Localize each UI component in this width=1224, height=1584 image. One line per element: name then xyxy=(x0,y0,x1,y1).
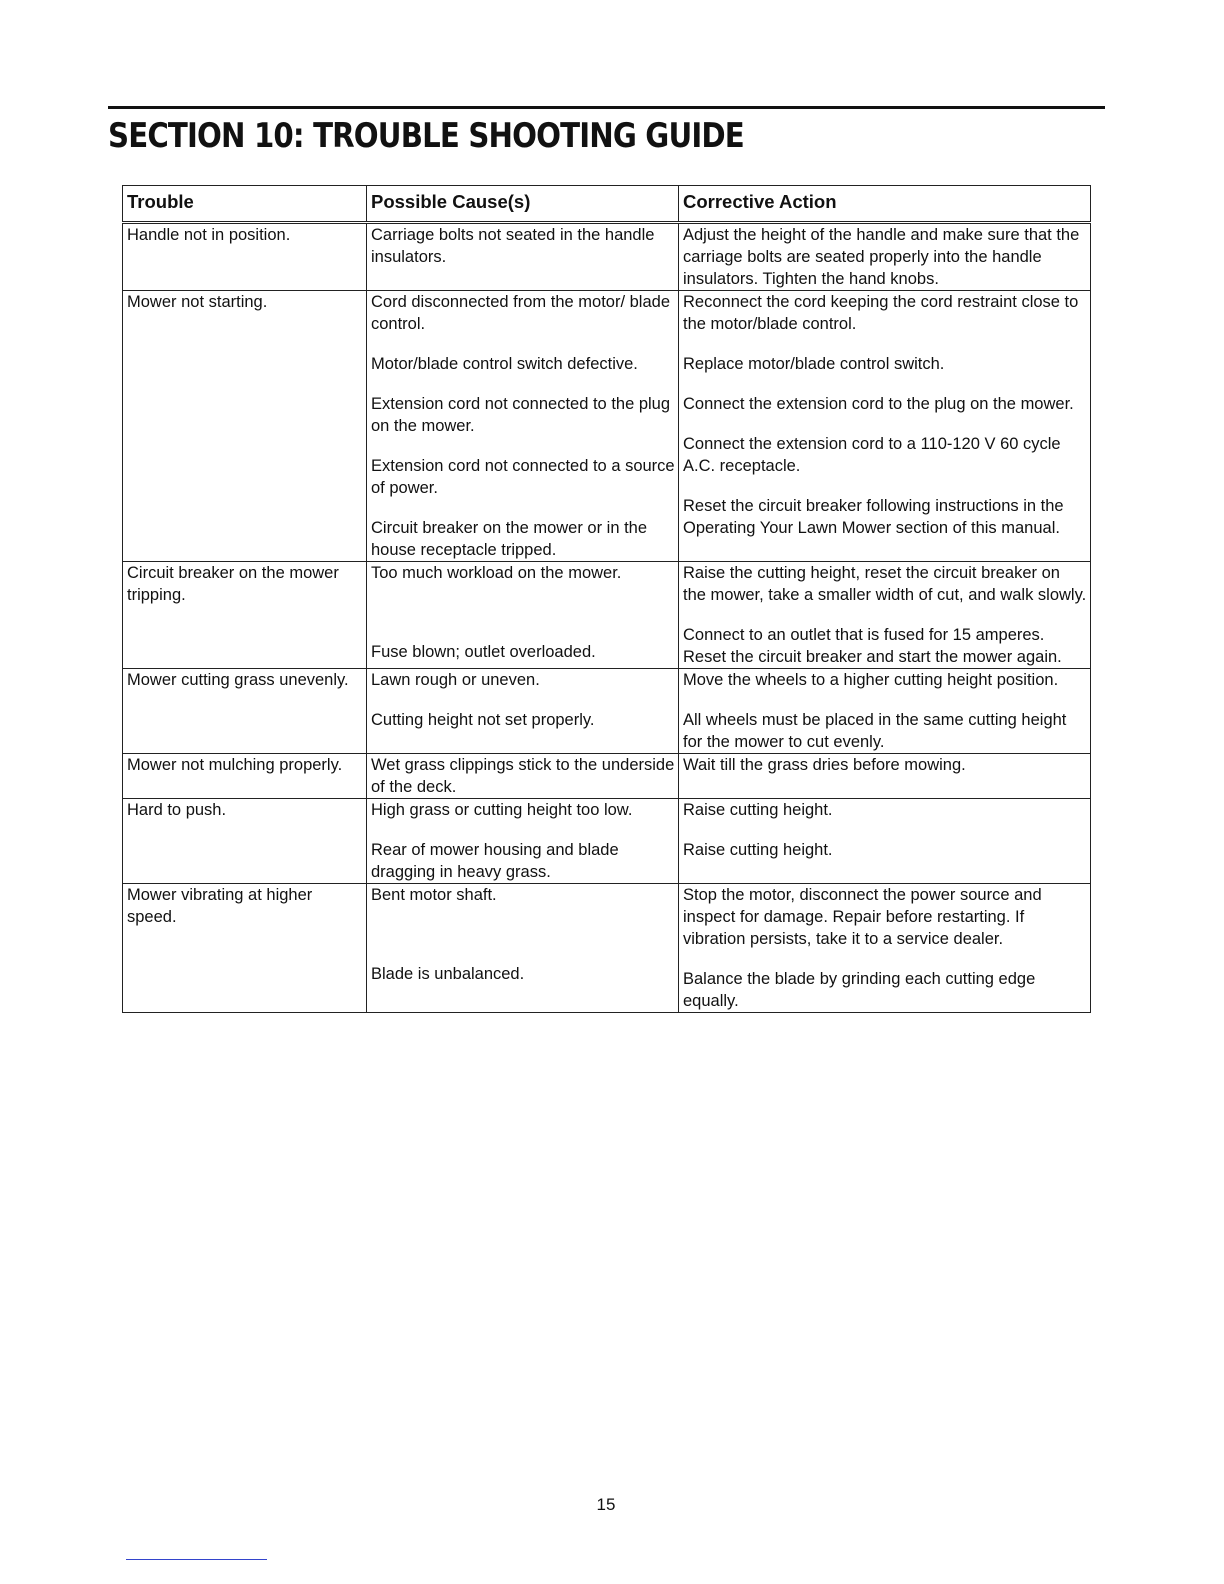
column-header-trouble: Trouble xyxy=(123,186,367,223)
action-entry: Raise the cutting height, reset the circuit breaker on the mower, take a smaller width of cut, and walk slowly. xyxy=(683,564,1087,604)
trouble-cell: Handle not in position. xyxy=(123,223,367,291)
cause-entry: Cutting height not set properly. xyxy=(371,711,595,729)
trouble-cell: Mower not mulching properly. xyxy=(123,754,367,799)
cause-entry: Lawn rough or uneven. xyxy=(371,671,540,689)
cause-entry: Cord disconnected from the motor/ blade control. xyxy=(371,293,670,333)
actions-cell xyxy=(679,799,1091,884)
cause-entry: Extension cord not connected to the plug on the mower. xyxy=(371,395,671,435)
trouble-cell: Mower cutting grass unevenly. xyxy=(123,669,367,754)
causes-cell xyxy=(367,223,679,291)
action-entry: Connect the extension cord to a 110-120 V 60 cycle A.C. receptacle. xyxy=(683,435,1061,475)
trouble-cell: Circuit breaker on the mower tripping. xyxy=(123,562,367,669)
actions-cell xyxy=(679,562,1091,669)
table-row xyxy=(123,669,1091,754)
action-entry: Reset the circuit breaker following instructions in the Operating Your Lawn Mower section of this manual. xyxy=(683,497,1064,537)
column-header-corrective-action: Corrective Action xyxy=(679,186,1091,223)
action-entry: Wait till the grass dries before mowing. xyxy=(683,756,966,774)
trouble-cell: Mower vibrating at higher speed. xyxy=(123,884,367,1013)
action-entry: Connect the extension cord to the plug on the mower. xyxy=(683,395,1074,413)
cause-entry: Circuit breaker on the mower or in the house receptacle tripped. xyxy=(371,519,648,559)
action-entry: Move the wheels to a higher cutting height position. xyxy=(683,671,1059,689)
actions-cell xyxy=(679,754,1091,799)
causes-cell xyxy=(367,754,679,799)
causes-cell xyxy=(367,291,679,562)
table-row xyxy=(123,562,1091,669)
cause-entry: Bent motor shaft. xyxy=(371,886,497,904)
page-title: SECTION 10: TROUBLE SHOOTING GUIDE xyxy=(108,116,744,156)
column-header-possible-causes: Possible Cause(s) xyxy=(367,186,679,223)
actions-cell xyxy=(679,291,1091,562)
action-entry: Balance the blade by grinding each cutting edge equally. xyxy=(683,970,1036,1010)
action-entry: Connect to an outlet that is fused for 15 amperes. Reset the circuit breaker and start the mower again. xyxy=(683,626,1062,666)
table-row xyxy=(123,884,1091,1013)
action-entry: Stop the motor, disconnect the power source and inspect for damage. Repair before restarting. If vibration persists, take it to a service dealer. xyxy=(683,886,1042,948)
table-row xyxy=(123,799,1091,884)
table-header-row xyxy=(123,186,1091,223)
actions-cell xyxy=(679,669,1091,754)
footer-link-underline xyxy=(126,1559,267,1560)
trouble-cell: Hard to push. xyxy=(123,799,367,884)
troubleshooting-table xyxy=(122,185,1091,1013)
trouble-cell: Mower not starting. xyxy=(123,291,367,562)
action-entry: Reconnect the cord keeping the cord restraint close to the motor/blade control. xyxy=(683,293,1079,333)
header-rule xyxy=(108,106,1105,109)
page-number: 15 xyxy=(596,1495,616,1514)
action-entry: Raise cutting height. xyxy=(683,801,833,819)
action-entry: Replace motor/blade control switch. xyxy=(683,355,945,373)
cause-entry: Blade is unbalanced. xyxy=(371,965,525,983)
actions-cell xyxy=(679,884,1091,1013)
table-row xyxy=(123,291,1091,562)
actions-cell xyxy=(679,223,1091,291)
table-row xyxy=(123,754,1091,799)
cause-entry: Carriage bolts not seated in the handle insulators. xyxy=(371,226,655,266)
cause-entry: Rear of mower housing and blade dragging in heavy grass. xyxy=(371,841,619,881)
cause-entry: Extension cord not connected to a source of power. xyxy=(371,457,675,497)
cause-entry: High grass or cutting height too low. xyxy=(371,801,633,819)
causes-cell xyxy=(367,669,679,754)
cause-entry: Motor/blade control switch defective. xyxy=(371,355,638,373)
table-row xyxy=(123,223,1091,291)
action-entry: Adjust the height of the handle and make sure that the carriage bolts are seated properly into the handle insulators. Tighten the hand knobs. xyxy=(683,226,1080,288)
cause-entry: Wet grass clippings stick to the underside of the deck. xyxy=(371,756,675,796)
causes-cell xyxy=(367,799,679,884)
causes-cell xyxy=(367,562,679,669)
causes-cell xyxy=(367,884,679,1013)
cause-entry: Too much workload on the mower. xyxy=(371,564,622,582)
action-entry: Raise cutting height. xyxy=(683,841,833,859)
cause-entry: Fuse blown; outlet overloaded. xyxy=(371,643,596,661)
action-entry: All wheels must be placed in the same cutting height for the mower to cut evenly. xyxy=(683,711,1067,751)
